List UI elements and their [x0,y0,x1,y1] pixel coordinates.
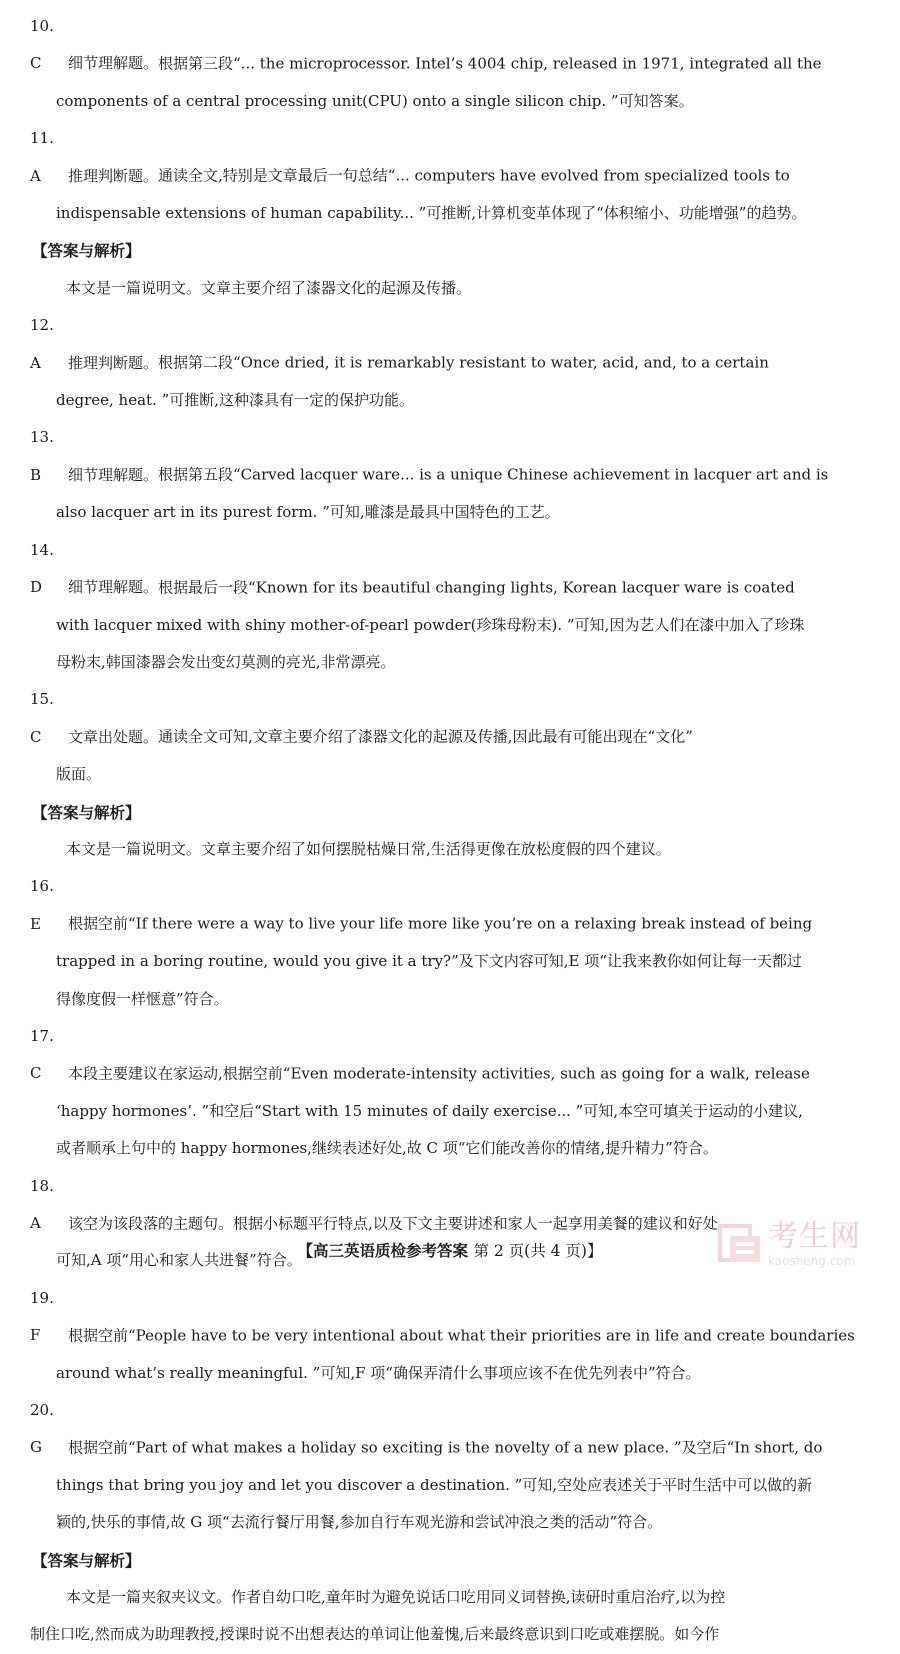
item-line: 根据第二段“Once dried, it is remarkably resistant to water, acid, and, to a certain [158,353,769,372]
item-number: 18. A [30,1176,54,1232]
item-number: 16. E [30,877,54,933]
item-number: 19. F [30,1288,54,1345]
answer-item-15 [30,681,866,793]
item-number: 10. C [30,17,54,73]
section-summary-line: 本文是一篇夹叙夹议文。作者自幼口吃,童年时为避免说话口吃用同义词替换,读研时重启治疗,以为控 [66,1588,726,1607]
item-number: 15. C [30,690,54,746]
section-summary: 本文是一篇说明文。文章主要介绍了漆器文化的起源及传播。 [66,278,472,297]
section-summary-line: 制住口吃,然而成为助理教授,授课时说不出想表达的单词让他羞愧,后来最终意识到口吃或难摆脱。如今作 [30,1625,720,1644]
question-type: 细节理解题。 [68,578,159,597]
answer-item-16 [30,868,866,1018]
question-type: 推理判断题。 [68,166,159,185]
section-heading: 【答案与解析】 [32,802,141,822]
answer-item-19 [30,1280,866,1392]
item-number: 12. A [30,316,54,372]
answer-item-17 [30,1018,866,1168]
item-line: components of a central processing unit(CPU) onto a single silicon chip. ”可知答案。 [56,91,694,110]
item-line: 根据最后一段“Known for its beautiful changing lights, Korean lacquer ware is coated [158,578,795,597]
watermark [716,1216,894,1272]
item-line: 得像度假一样惬意”符合。 [56,989,229,1008]
item-line: 可知,A 项“用心和家人共进餐”符合。 [56,1251,302,1270]
watermark-url: kaosheng.com [768,1253,856,1268]
item-line: with lacquer mixed with shiny mother-of-pearl powder(珍珠母粉末). ”可知,因为艺人们在漆中加入了珍珠 [56,615,805,634]
footer-title: 【高三英语质检参考答案 [297,1241,469,1260]
answer-item-10 [30,8,866,120]
item-line: 通读全文可知,文章主要介绍了漆器文化的起源及传播,因此最有可能出现在“文化” [158,727,693,746]
question-type: 推理判断题。 [68,353,159,372]
item-line: degree, heat. ”可推断,这种漆具有一定的保护功能。 [56,391,415,410]
question-type: 细节理解题。 [68,465,159,484]
section-heading: 【答案与解析】 [32,241,141,261]
question-type: 文章出处题。 [68,727,159,746]
item-number: 17. C [30,1026,54,1083]
item-line: trapped in a boring routine, would you give it a try?”及下文内容可知,E 项“让我来教你如何让每一天都过 [56,952,802,971]
item-line: indispensable extensions of human capability... ”可推断,计算机变革体现了“体积缩小、功能增强”的趋势。 [56,204,807,223]
item-line: around what’s really meaningful. ”可知,F 项“确保弄清什么事项应该不在优先列表中”符合。 [56,1363,701,1382]
item-line: ‘happy hormones’. ”和空后“Start with 15 minutes of daily exercise... ”可知,本空可填关于运动的小建议, [56,1101,803,1120]
watermark-cn: 考生网 [768,1218,861,1254]
item-line: 根据空前“Part of what makes a holiday so exciting is the novelty of a new place. ”及空后“In short, do [68,1438,823,1457]
item-line: 通读全文,特别是文章最后一句总结“... computers have evolved from specialized tools to [158,166,790,185]
item-line: 本段主要建议在家运动,根据空前“Even moderate-intensity activities, such as going for a walk, release [68,1064,810,1083]
answer-item-12 [30,307,866,419]
item-line: things that bring you joy and let you discover a destination. ”可知,空处应表述关于平时生活中可以做的新 [56,1475,813,1494]
item-line: 根据第三段“... the microprocessor. Intel’s 4004 chip, released in 1971, integrated all the [158,54,822,73]
answer-item-14 [30,532,866,682]
item-line: 该空为该段落的主题句。根据小标题平行特点,以及下文主要讲述和家人一起享用美餐的建议和好处 [68,1214,718,1232]
kaosheng-logo-icon [716,1220,764,1268]
answer-item-20 [30,1392,866,1542]
item-line: 或者顺承上句中的 happy hormones,继续表述好处,故 C 项“它们能改善你的情绪,提升精力”符合。 [56,1139,718,1158]
section-heading: 【答案与解析】 [32,1550,141,1570]
answer-item-11 [30,120,866,232]
item-line: 版面。 [56,765,102,784]
page-number: 第 2 页(共 4 页)】 [473,1242,603,1260]
item-number: 20. G [30,1401,54,1457]
item-line: 母粉末,韩国漆器会发出变幻莫测的亮光,非常漂亮。 [56,652,396,671]
item-number: 11. A [30,129,54,185]
item-line: 根据空前“People have to be very intentional about what their priorities are in life and create boundaries [68,1326,855,1345]
item-line: 根据空前“If there were a way to live your life more like you’re on a relaxing break instead of being [68,914,813,933]
answer-page [30,8,866,1654]
question-type: 细节理解题。 [68,54,159,73]
item-line: also lacquer art in its purest form. ”可知,雕漆是最具中国特色的工艺。 [56,503,560,522]
answer-item-13 [30,419,866,531]
item-number: 14. D [30,540,54,597]
item-line: 根据第五段“Carved lacquer ware... is a unique Chinese achievement in lacquer art and is [158,465,829,484]
item-line: 颖的,快乐的事情,故 G 项“去流行餐厅用餐,参加自行车观光游和尝试冲浪之类的活动”符合。 [56,1513,663,1532]
item-number: 13. B [30,428,54,484]
section-summary: 本文是一篇说明文。文章主要介绍了如何摆脱枯燥日常,生活得更像在放松度假的四个建议。 [66,839,671,858]
